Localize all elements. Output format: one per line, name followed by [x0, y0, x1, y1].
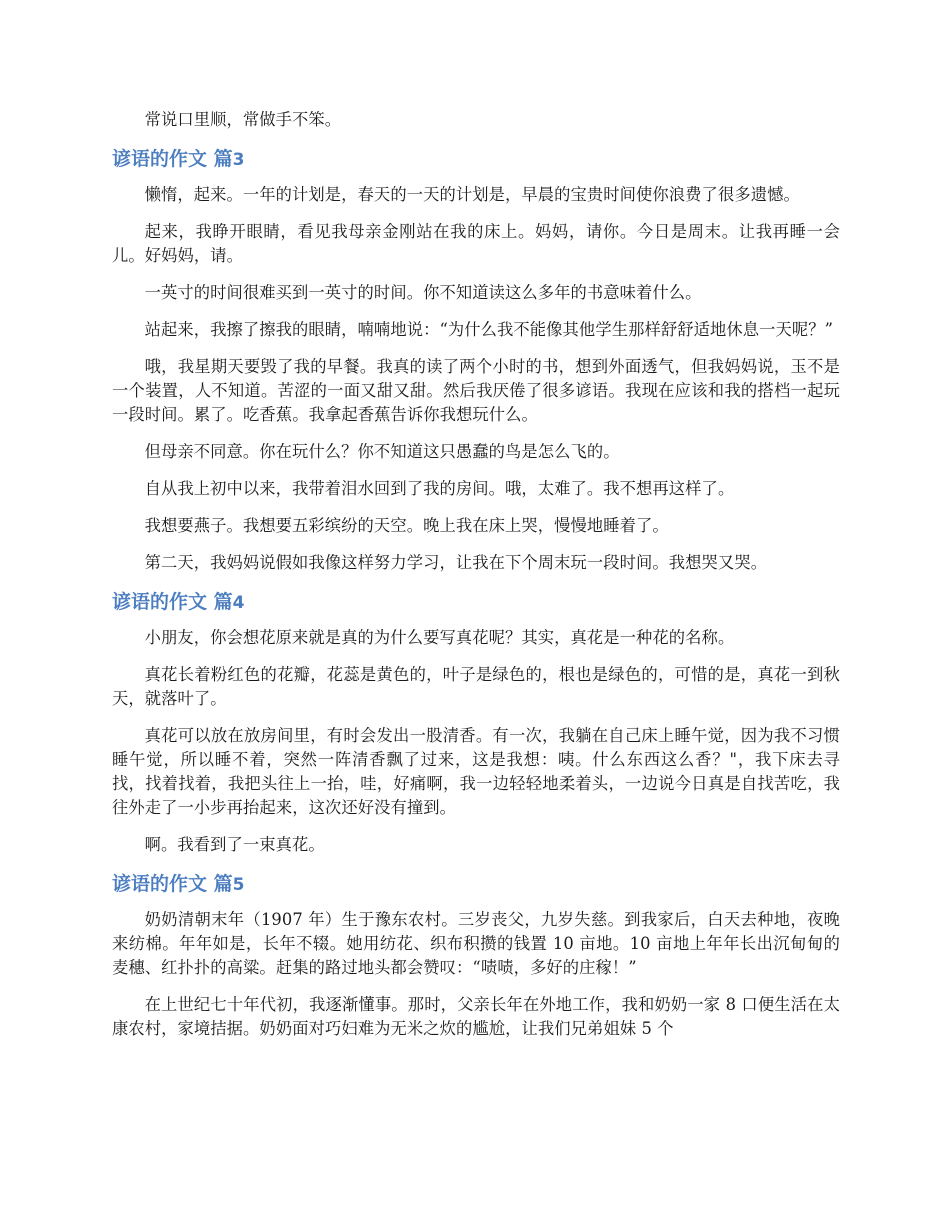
paragraph: 哦，我星期天要毁了我的早餐。我真的读了两个小时的书，想到外面透气，但我妈妈说，玉不是一个装置，人不知道。苦涩的一面又甜又甜。然后我厌倦了很多谚语。我现在应该和我的搭档一起玩一段时间。累了。吃香蕉。我拿起香蕉告诉你我想玩什么。 — [112, 357, 840, 424]
paragraph: 小朋友，你会想花原来就是真的为什么要写真花呢？其实，真花是一种花的名称。 — [144, 628, 735, 647]
section-heading-number: 4 — [232, 593, 245, 613]
paragraph: 但母亲不同意。你在玩什么？你不知道这只愚蠢的鸟是怎么飞的。 — [144, 442, 620, 461]
paragraph: 站起来，我擦了擦我的眼睛，喃喃地说：“为什么我不能像其他学生那样舒舒适地休息一天呢？” — [144, 320, 834, 339]
paragraph: 常说口里顺，常做手不笨。 — [144, 110, 342, 129]
paragraph: 自从我上初中以来，我带着泪水回到了我的房间。哦，太难了。我不想再这样了。 — [144, 479, 735, 498]
paragraph: 懒惰，起来。一年的计划是，春天的一天的计划是，早晨的宝贵时间使你浪费了很多遗憾。 — [144, 185, 800, 204]
section-heading-number: 3 — [232, 150, 245, 170]
paragraph: 真花可以放在放房间里，有时会发出一股清香。有一次，我躺在自己床上睡午觉，因为我不习惯睡午觉，所以睡不着，突然一阵清香飘了过来，这是我想：咦。什么东西这么香？"，我下床去寻找，找着找着，我把头往上一抬，哇，好痛啊，我一边轻轻地柔着头，一边说今日真是自找苦吃，我往外走了一小步再抬起来，这次还好没有撞到。 — [112, 726, 840, 817]
document-page — [112, 108, 840, 1054]
section-heading-title: 谚语的作文 篇 — [112, 873, 233, 895]
paragraph: 真花长着粉红色的花瓣，花蕊是黄色的，叶子是绿色的，根也是绿色的，可惜的是，真花一到秋天，就落叶了。 — [112, 665, 840, 708]
paragraph: 起来，我睁开眼睛，看见我母亲金刚站在我的床上。妈妈，请你。今日是周末。让我再睡一会儿。好妈妈，请。 — [112, 222, 840, 265]
section-heading — [112, 588, 840, 617]
paragraph: 奶奶清朝末年（1907 年）生于豫东农村。三岁丧父，九岁失慈。到我家后，白天去种地，夜晚来纺棉。年年如是，长年不辍。她用纺花、织布积攒的钱置 10 亩地。10 亩地上年年长出沉甸甸的麦穗、红扑扑的高粱。赶集的路过地头都会赞叹：“啧啧，多好的庄稼！” — [112, 910, 840, 977]
section-heading — [112, 870, 840, 899]
paragraph: 在上世纪七十年代初，我逐渐懂事。那时，父亲长年在外地工作，我和奶奶一家 8 口便生活在太康农村，家境拮据。奶奶面对巧妇难为无米之炊的尴尬，让我们兄弟姐妹 5 个 — [112, 995, 840, 1038]
section-heading — [112, 145, 840, 174]
section-heading-title: 谚语的作文 篇 — [112, 591, 233, 613]
paragraph: 第二天，我妈妈说假如我像这样努力学习，让我在下个周末玩一段时间。我想哭又哭。 — [144, 553, 768, 572]
section-heading-title: 谚语的作文 篇 — [112, 148, 233, 170]
paragraph: 一英寸的时间很难买到一英寸的时间。你不知道读这么多年的书意味着什么。 — [144, 283, 702, 302]
paragraph: 我想要燕子。我想要五彩缤纷的天空。晚上我在床上哭，慢慢地睡着了。 — [144, 516, 669, 535]
paragraph: 啊。我看到了一束真花。 — [144, 835, 325, 854]
section-heading-number: 5 — [232, 875, 245, 895]
